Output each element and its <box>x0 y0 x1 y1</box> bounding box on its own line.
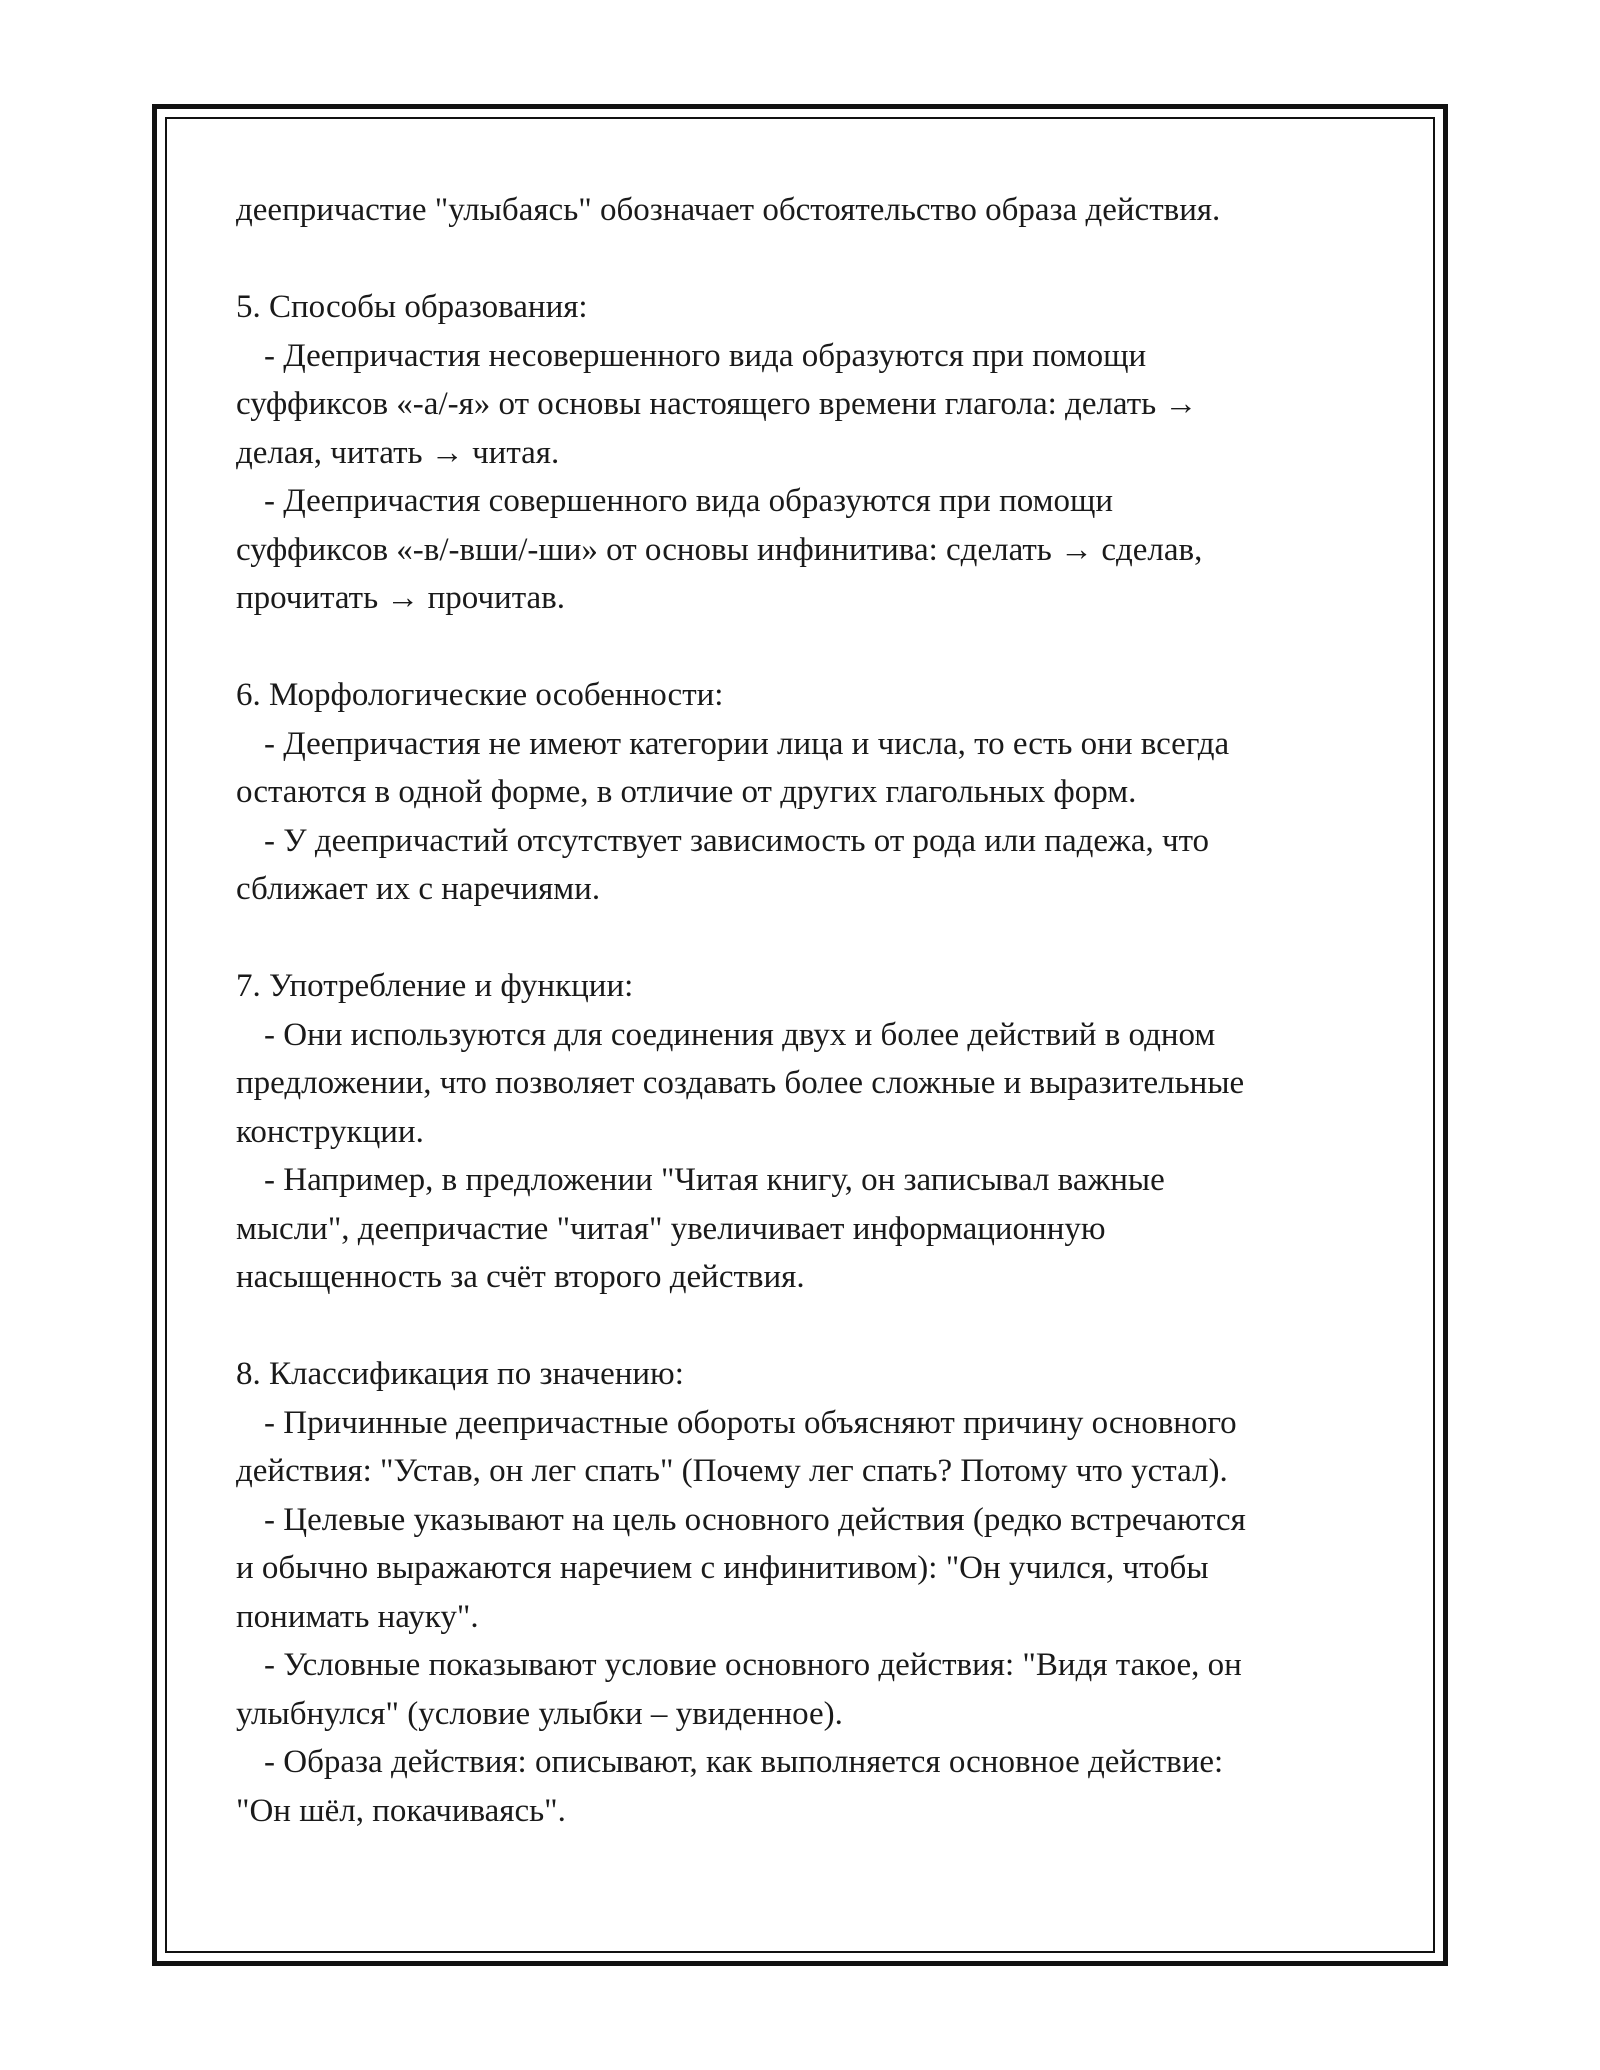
bullet-line: насыщенность за счёт второго действия. <box>236 1259 805 1295</box>
paragraph-gap <box>236 1302 1376 1351</box>
bullet-line: - Причинные деепричастные обороты объясняют причину основного <box>264 1404 1237 1441</box>
bullet-line: - Целевые указывают на цель основного действия (редко встречаются <box>264 1501 1246 1538</box>
section-8 <box>236 1350 1376 1835</box>
bullet-line: - Образа действия: описывают, как выполняется основное действие: <box>264 1744 1224 1780</box>
bullet-line: - Условные показывают условие основного действия: "Видя такое, он <box>264 1647 1242 1683</box>
bullet-line: остаются в одной форме, в отличие от других глагольных форм. <box>236 774 1137 810</box>
bullet-line: - Они используются для соединения двух и более действий в одном <box>264 1016 1216 1053</box>
bullet-line: улыбнулся" (условие улыбки – увиденное). <box>236 1695 843 1732</box>
bullet-line: - Деепричастия несовершенного вида образуются при помощи <box>264 337 1147 374</box>
bullet-line: сближает их с наречиями. <box>236 871 601 907</box>
document-body <box>236 186 1376 1835</box>
paragraph-gap <box>236 914 1376 963</box>
section-heading: 8. Классификация по значению: <box>236 1356 684 1392</box>
section-heading: 5. Способы образования: <box>236 289 588 325</box>
bullet-line: - Деепричастия совершенного вида образуются при помощи <box>264 483 1114 519</box>
bullet-line: суффиксов «-а/-я» от основы настоящего времени глагола: делать → <box>236 386 1198 422</box>
bullet-line: - Деепричастия не имеют категории лица и числа, то есть они всегда <box>264 725 1230 762</box>
bullet-line: конструкции. <box>236 1113 424 1150</box>
intro-line: деепричастие "улыбаясь" обозначает обстоятельство образа действия. <box>236 192 1221 228</box>
bullet-line: и обычно выражаются наречием с инфинитивом): "Он учился, чтобы <box>236 1550 1209 1586</box>
section-5 <box>236 283 1376 623</box>
bullet-line: предложении, что позволяет создавать более сложные и выразительные <box>236 1065 1245 1101</box>
bullet-line: суффиксов «-в/-вши/-ши» от основы инфинитива: сделать → сделав, <box>236 531 1203 568</box>
bullet-line: делая, читать → читая. <box>236 434 560 471</box>
bullet-line: - Например, в предложении "Читая книгу, он записывал важные <box>264 1162 1165 1198</box>
section-6 <box>236 671 1376 914</box>
paragraph-gap <box>236 623 1376 672</box>
section-7 <box>236 962 1376 1302</box>
bullet-line: мысли", деепричастие "читая" увеличивает информационную <box>236 1210 1106 1247</box>
section-heading: 7. Употребление и функции: <box>236 968 634 1004</box>
bullet-line: действия: "Устав, он лег спать" (Почему лег спать? Потому что устал). <box>236 1453 1228 1489</box>
paragraph-gap <box>236 235 1376 284</box>
section-heading: 6. Морфологические особенности: <box>236 677 724 713</box>
bullet-line: понимать науку". <box>236 1598 479 1635</box>
bullet-line: - У деепричастий отсутствует зависимость от рода или падежа, что <box>264 822 1210 859</box>
bullet-line: "Он шёл, покачиваясь". <box>236 1792 566 1829</box>
bullet-line: прочитать → прочитав. <box>236 580 566 616</box>
